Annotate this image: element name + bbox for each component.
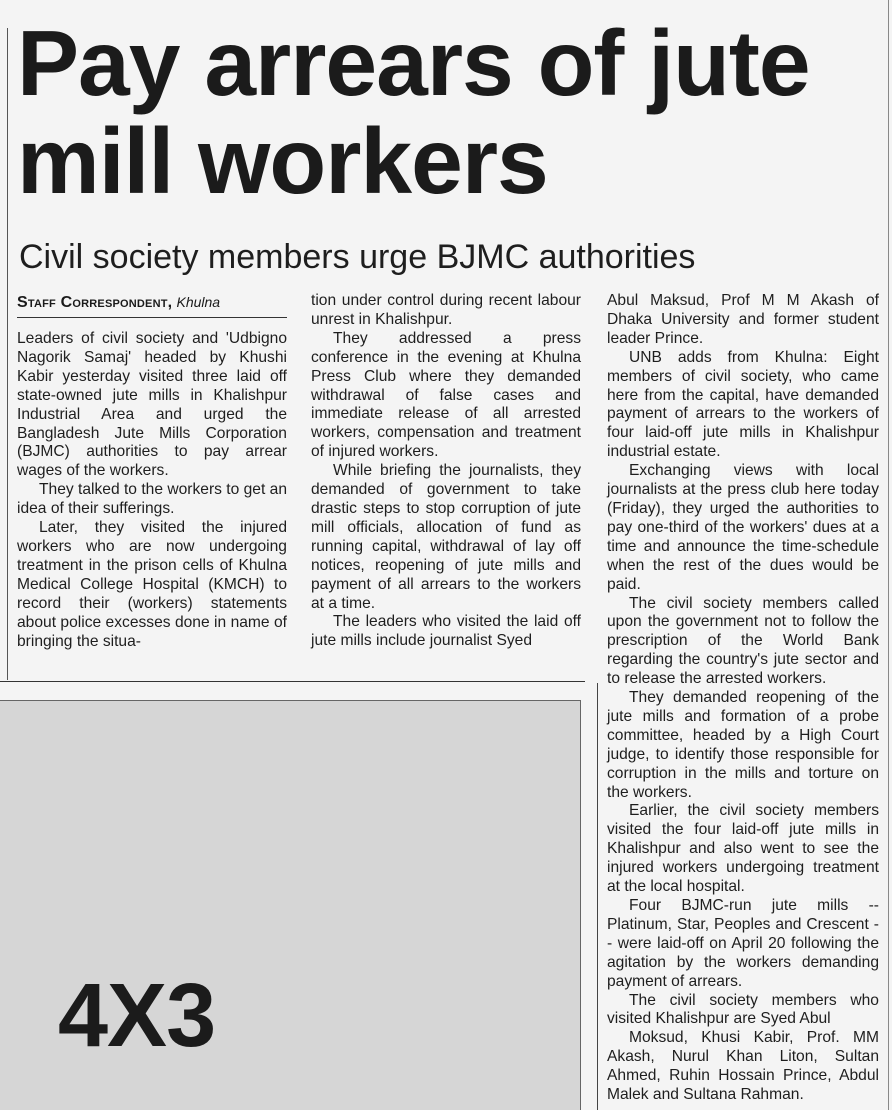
paragraph: Abul Maksud, Prof M M Akash of Dhaka University and former student leader Prince. — [607, 292, 879, 347]
byline — [17, 293, 287, 318]
paragraph: Moksud, Khusi Kabir, Prof. MM Akash, Nurul Khan Liton, Sultan Ahmed, Ruhin Hossain Prince, Abdul Malek and Sultana Rahman. — [607, 1029, 879, 1104]
subheadline: Civil society members urge BJMC authorities — [19, 238, 696, 276]
right-page-rule — [888, 0, 889, 1110]
paragraph: Leaders of civil society and 'Udbigno Nagorik Samaj' headed by Khushi Kabir yesterday visited three laid off state-owned jute mills in Khalishpur Industrial Area and urged the Bangladesh Jute Mills Corporation (BJMC) authorities to pay arrear wages of the workers. — [17, 330, 287, 480]
article-column-1 — [17, 330, 287, 651]
paragraph: They addressed a press conference in the evening at Khulna Press Club where they demanded withdrawal of false cases and immediate release of all arrested workers, compensation and treatment of injured workers. — [311, 329, 581, 461]
paragraph: Four BJMC-run jute mills -- Platinum, Star, Peoples and Crescent -- were laid-off on April 20 following the agitation by the workers demanding payment of arrears. — [607, 897, 879, 990]
column-divider — [597, 683, 598, 1110]
paragraph: While briefing the journalists, they demanded of government to take drastic steps to stop corruption of jute mill officials, allocation of fund as running capital, withdrawal of lay off notices, reopening of jute mills and payment of all arrears to the workers at a time. — [311, 462, 581, 612]
paragraph: The civil society members who visited Khalishpur are Syed Abul — [607, 991, 879, 1028]
paragraph: Earlier, the civil society members visited the four laid-off jute mills in Khalishpur and also went to see the injured workers undergoing treatment at the local hospital. — [607, 802, 879, 896]
paragraph: Exchanging views with local journalists at the press club here today (Friday), they urged the authorities to pay one-third of the workers' dues at a time and announce the time-schedule when the rest of the dues would be paid. — [607, 462, 879, 593]
left-column-rule — [7, 28, 8, 680]
byline-correspondent: Staff Correspondent, — [17, 294, 173, 311]
paragraph: tion under control during recent labour unrest in Khalishpur. — [311, 292, 581, 328]
section-divider — [0, 681, 585, 682]
headline: Pay arrears of jute mill workers — [17, 11, 810, 213]
paragraph: They demanded reopening of the jute mills and formation of a probe committee, headed by a High Court judge, to identify those responsible for corruption in the mills and torture on the workers. — [607, 689, 879, 801]
paragraph: They talked to the workers to get an idea of their sufferings. — [17, 481, 287, 518]
paragraph: UNB adds from Khulna: Eight members of civil society, who came here from the capital, have demanded payment of arrears to the workers of four laid-off jute mills in Khalishpur industrial estate. — [607, 348, 879, 461]
paragraph: Later, they visited the injured workers who are now undergoing treatment in the prison cells of Khulna Medical College Hospital (KMCH) to record their (workers) statements about police excesses done in name of bringing the situa- — [17, 519, 287, 650]
byline-place: Khulna — [176, 294, 221, 310]
article-column-3 — [607, 292, 879, 1105]
paragraph: The leaders who visited the laid off jute mills include journalist Syed — [311, 613, 581, 650]
paragraph: The civil society members called upon the government not to follow the prescription of the World Bank regarding the country's jute sector and to release the arrested workers. — [607, 594, 879, 688]
advertisement-size-label: 4X3 — [58, 966, 216, 1066]
article-column-2 — [311, 292, 581, 651]
